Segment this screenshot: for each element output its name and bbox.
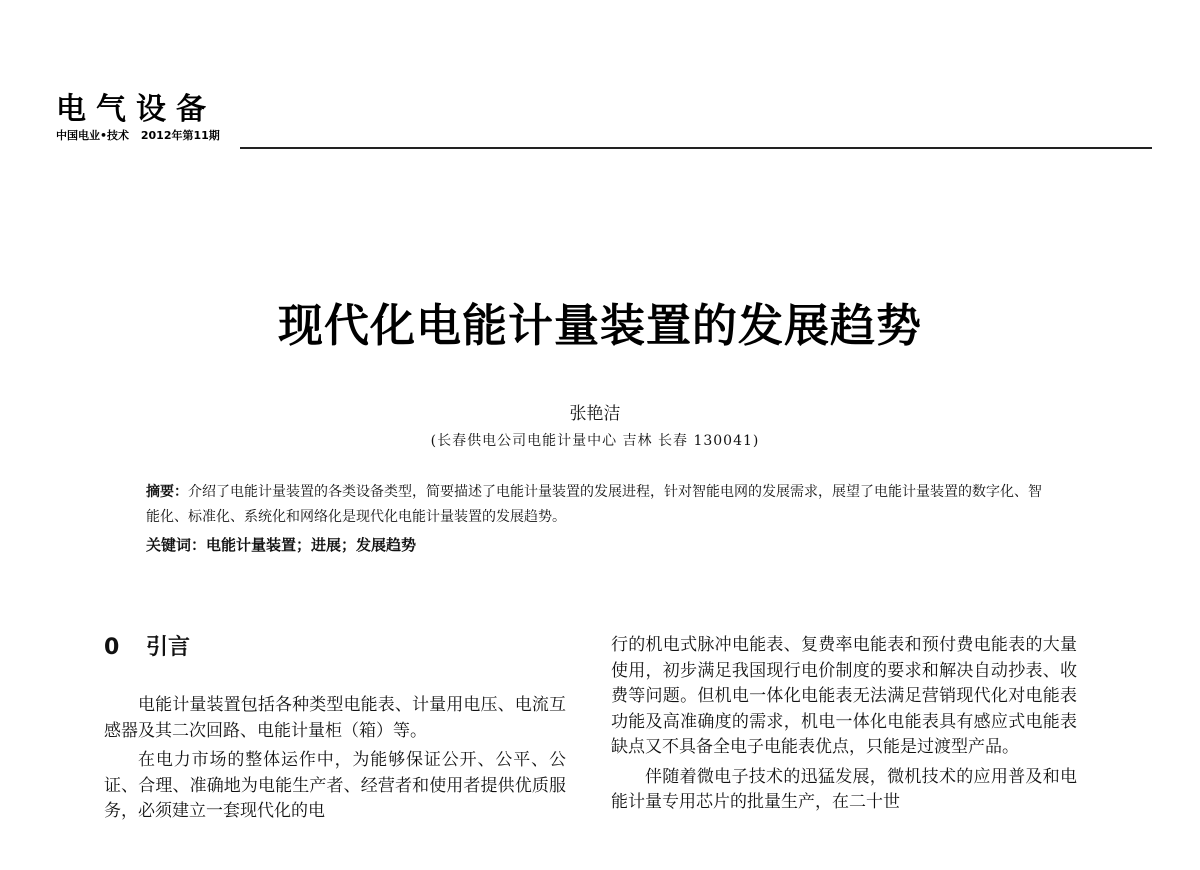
body-paragraph: 伴随着微电子技术的迅猛发展，微机技术的应用普及和电能计量专用芯片的批量生产，在二十世 (611, 766, 1077, 812)
body-column-left (104, 625, 566, 829)
author-affiliation: (长春供电公司电能计量中心 吉林 长春 130041) (430, 433, 760, 449)
keywords (146, 533, 1046, 558)
body-paragraph: 行的机电式脉冲电能表、复费率电能表和预付费电能表的大量使用，初步满足我国现行电价制度的要求和解决自动抄表、收费等问题。但机电一体化电能表无法满足营销现代化对电能表功能及高准确度的需求，机电一体化电能表具有感应式电能表缺点又不具备全电子电能表优点，只能是过渡型产品。 (611, 635, 1077, 757)
keywords-label: 关键词： (146, 536, 207, 554)
journal-issue: 2012年第11期 (140, 129, 220, 142)
section-title: 引言 (146, 635, 191, 660)
article-title: 现代化电能计量装置的发展趋势 (277, 299, 922, 352)
header-divider (240, 147, 1152, 149)
journal-header (56, 92, 220, 143)
body-paragraph: 电能计量装置包括各种类型电能表、计量用电压、电流互感器及其二次回路、电能计量柜（箱）等。 (104, 695, 566, 741)
journal-info (56, 129, 220, 143)
abstract-block (146, 480, 1046, 558)
abstract (146, 480, 1046, 530)
journal-name: 中国电业•技术 (56, 129, 130, 142)
body-paragraph: 在电力市场的整体运作中，为能够保证公开、公平、公证、合理、准确地为电能生产者、经营者和使用者提供优质服务，必须建立一套现代化的电 (104, 750, 566, 821)
section-name: 电气设备 (56, 92, 216, 127)
body-column-right (611, 633, 1077, 820)
abstract-label: 摘要： (146, 484, 188, 500)
abstract-text: 介绍了电能计量装置的各类设备类型，简要描述了电能计量装置的发展进程，针对智能电网的发展需求，展望了电能计量装置的数字化、智能化、标准化、系统化和网络化是现代化电能计量装置的发展趋势。 (146, 484, 1042, 525)
keywords-text: 电能计量装置；进展；发展趋势 (206, 536, 417, 554)
section-number: 0 (104, 635, 120, 660)
section-heading (104, 633, 566, 663)
author-name: 张艳洁 (569, 404, 621, 424)
